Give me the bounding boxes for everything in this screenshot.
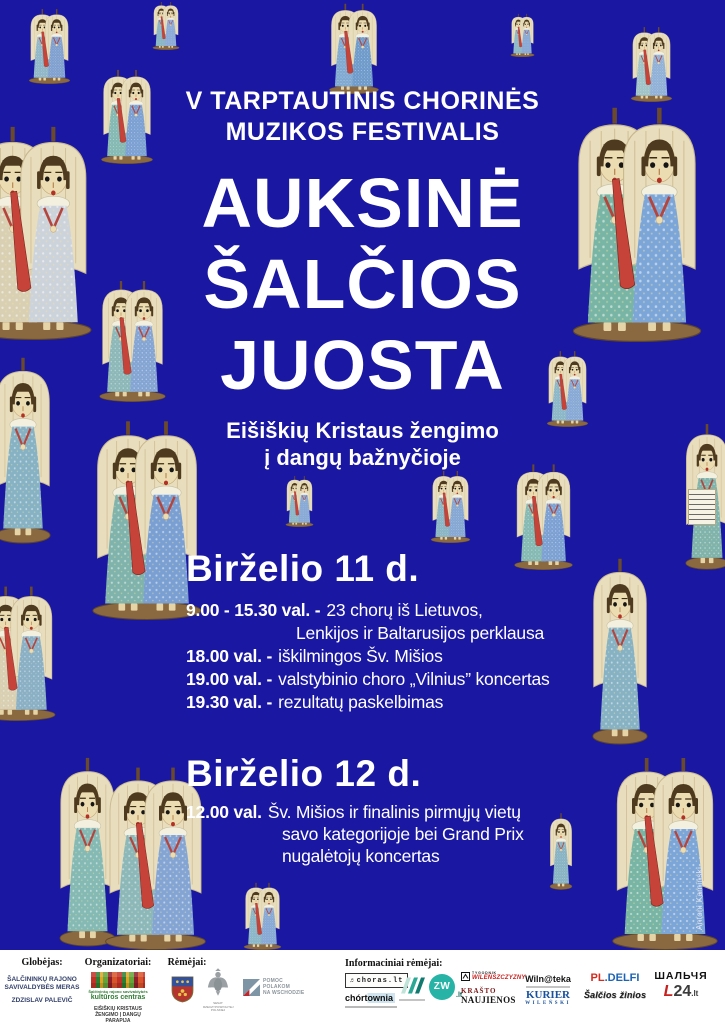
pl-delfi-logo xyxy=(583,972,647,984)
title-line3: JUOSTA xyxy=(220,326,505,404)
parish-line1: EIŠIŠKIŲ KRISTAUS xyxy=(94,1006,142,1012)
event-time: 19.30 val. - xyxy=(186,692,273,712)
choras-label: choras.lt xyxy=(356,976,404,985)
parish-label xyxy=(82,1006,154,1024)
title-line2: ŠALČIOS xyxy=(203,245,522,323)
patron-org-line1: ŠALČININKŲ RAJONO xyxy=(7,976,77,983)
festival-name-line1: V TARPTAUTINIS CHORINĖS xyxy=(185,87,540,115)
venue xyxy=(0,417,725,471)
schedule-row-continuation xyxy=(282,823,626,845)
wilnoteka-kurier-block xyxy=(524,974,572,1006)
krasto-naujienos-logo xyxy=(461,985,523,1004)
music-note-icon: ♬ xyxy=(350,977,355,984)
sponsors-strip xyxy=(0,950,725,1024)
patron-block xyxy=(4,957,80,1004)
angel-figurine xyxy=(28,6,71,84)
salcios-zinios-logo: Šalčios žinios xyxy=(583,990,647,1000)
salcininkai-coat-of-arms xyxy=(170,975,195,1004)
sponsors-heading: Rėmėjai: xyxy=(167,957,207,968)
senat-eagle-icon xyxy=(207,967,229,997)
culture-center-line1: Šalčininkų rajono savivaldybės xyxy=(88,989,148,994)
event-text: 23 chorų iš Lietuvos, xyxy=(326,600,483,620)
angel-figurine xyxy=(328,0,380,94)
zw-circle: ZW xyxy=(429,974,455,1000)
event-time: 9.00 - 15.30 val. - xyxy=(186,600,321,620)
tygodnik-main-label: WILEŃSZCZYZNY xyxy=(472,975,526,981)
culture-center-logo xyxy=(91,972,145,988)
culture-center-line2: kultūros centras xyxy=(90,994,146,1001)
poster-title xyxy=(0,163,725,406)
shalchya-logo: ШАЛЬЧЯ xyxy=(654,970,708,982)
event-text: Šv. Mišios ir finalinis pirmųjų vietų xyxy=(267,802,521,822)
schedule-row-continuation xyxy=(296,622,626,645)
angel-figurine xyxy=(513,460,574,570)
event-text: Lenkijos ir Baltarusijos perklausa xyxy=(296,623,545,643)
photo-credit: Antoni Kamiński xyxy=(695,866,704,930)
pomoc-line1: POMOC xyxy=(263,978,283,984)
schedule-row xyxy=(186,599,626,622)
event-text: rezultatų paskelbimas xyxy=(278,692,444,712)
teal-strokes-logo xyxy=(399,975,425,996)
schedule-row xyxy=(186,668,626,691)
angel-figurine xyxy=(430,468,471,543)
senat-logo xyxy=(203,967,233,1013)
tygodnik-crest-icon xyxy=(461,972,470,981)
delfi-rest: .DELFI xyxy=(604,972,640,984)
angel-figurine xyxy=(510,12,535,57)
pomoc-icon xyxy=(243,979,260,996)
parish-line2: ŽENGIMO Į DANGŲ PARAPIJA xyxy=(95,1012,141,1024)
event-text: nugalėtojų koncertas xyxy=(282,846,440,866)
l24-tld: .lt xyxy=(691,989,699,998)
l24-letter: L xyxy=(663,983,674,1000)
senat-caption: SENAT RZECZYPOSPOLITEJ POLSKIEJ xyxy=(203,1001,234,1012)
day1-schedule xyxy=(186,599,626,714)
music-sheet xyxy=(688,489,716,525)
event-time: 18.00 val. - xyxy=(186,646,273,666)
day2-heading: Birželio 12 d. xyxy=(186,753,422,794)
tygodnik-small-label: TYGODNIK xyxy=(472,971,497,975)
delfi-salcios-block xyxy=(583,972,647,1000)
angel-figurine xyxy=(285,474,314,527)
shalchya-l24-block xyxy=(652,970,710,1002)
chortownia-logo: chórtownia xyxy=(345,993,394,1003)
event-time: 12.00 val. xyxy=(186,802,262,822)
patron-org-line2: SAVIVALDYBĖS MERAS xyxy=(4,984,80,991)
l24-number: 24 xyxy=(673,983,692,1000)
patron-organization xyxy=(4,976,80,992)
strokes-tagline-bar xyxy=(399,999,425,1001)
venue-line2: į dangų bažnyčioje xyxy=(264,445,461,470)
venue-line1: Eišiškių Kristaus žengimo xyxy=(226,418,499,443)
schedule-row-continuation xyxy=(282,845,626,867)
angel-figurine xyxy=(0,581,57,721)
krasto-line1: KRAŠTO xyxy=(461,987,497,995)
organizers-heading: Organizatoriai: xyxy=(84,957,152,968)
festival-name-line2: MUZIKOS FESTIVALIS xyxy=(225,118,500,146)
angel-figurine xyxy=(152,0,180,50)
festival-name xyxy=(0,86,725,148)
zw-logo xyxy=(429,974,465,1004)
event-text: savo kategorijoje bei Grand Prix xyxy=(282,824,524,844)
tygodnik-text xyxy=(472,971,526,981)
organizers-block xyxy=(82,957,154,1024)
patron-name: ZDZISLAV PALEVIČ xyxy=(11,997,73,1004)
day1-heading: Birželio 11 d. xyxy=(186,548,420,589)
delfi-pl: PL xyxy=(590,972,605,984)
pomoc-line2: POLAKOM xyxy=(263,983,290,990)
event-time: 19.00 val. - xyxy=(186,669,273,689)
title-line1: AUKSINĖ xyxy=(201,164,524,242)
day2-schedule xyxy=(186,801,626,867)
pomoc-line3: NA WSCHODZIE xyxy=(263,989,305,996)
event-text: iškilmingos Šv. Mišios xyxy=(278,646,443,666)
l24-logo xyxy=(652,984,710,1002)
kurier-wilenski-sub: WILEŃSKI xyxy=(525,1000,571,1006)
tygodnik-logo xyxy=(461,971,526,1005)
wilnoteka-logo: Wiln@teka xyxy=(525,974,571,984)
schedule-row xyxy=(186,691,626,714)
wilnoteka-tagline-bar xyxy=(526,986,570,988)
krasto-line2: NAUJIENOS xyxy=(461,995,516,1005)
patron-heading: Globėjas: xyxy=(21,957,63,968)
tygodnik-header xyxy=(461,971,526,981)
pomoc-label xyxy=(263,979,304,996)
chortownia-tagline-bar xyxy=(345,1006,397,1008)
schedule-row xyxy=(186,645,626,668)
media-sponsors-heading: Informaciniai rėmėjai: xyxy=(345,958,443,969)
pomoc-logo xyxy=(243,979,304,996)
event-text: valstybinio choro „Vilnius” koncertas xyxy=(278,669,550,689)
kurier-wilenski-logo: KURIER xyxy=(525,988,570,1001)
angel-figurine xyxy=(243,880,282,950)
zw-tld: .lt xyxy=(456,992,463,999)
schedule-row xyxy=(186,801,626,823)
